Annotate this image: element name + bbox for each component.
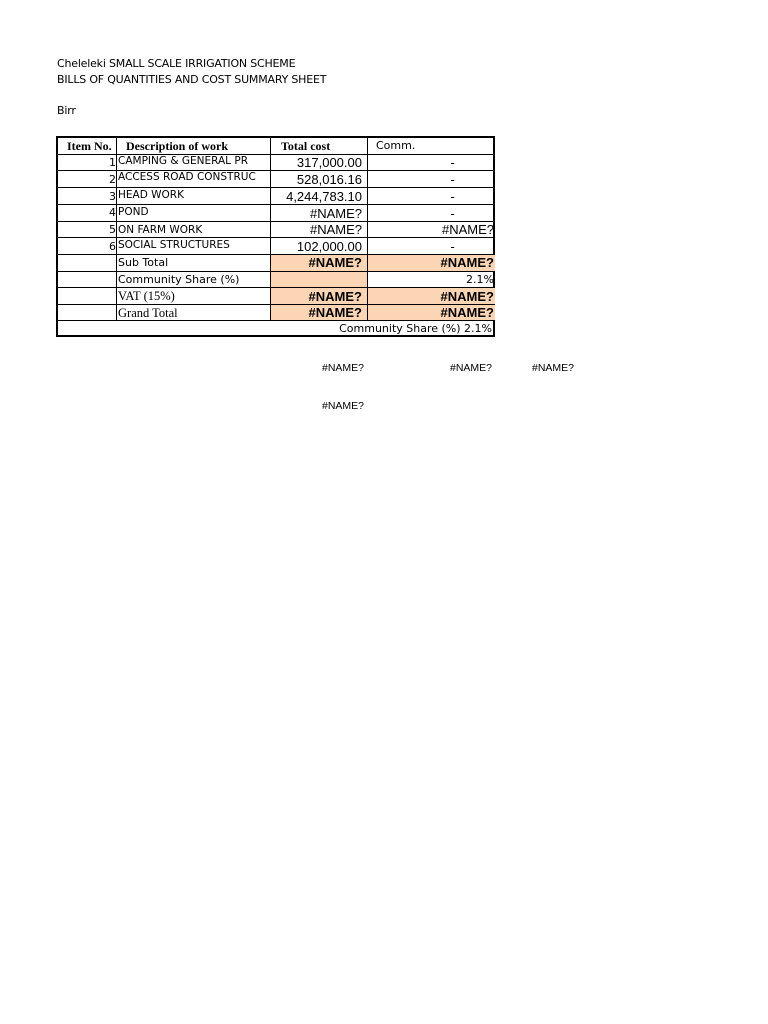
community-share-label: Community Share (%) — [117, 272, 271, 287]
footer-note-row — [58, 321, 493, 337]
item-no-cell — [58, 305, 117, 320]
total-cost-cell: 317,000.00 — [271, 155, 368, 170]
community-share-comm: 2.1% — [466, 273, 494, 286]
table-row — [58, 155, 493, 171]
col-header-description: Description of work — [117, 138, 271, 154]
description-cell: POND — [117, 205, 271, 221]
subtotal-comm: #NAME? — [368, 255, 495, 271]
table-row — [58, 205, 493, 222]
loose-cell: #NAME? — [322, 400, 365, 412]
col-header-comm: Comm. — [376, 139, 416, 152]
grand-total-label: Grand Total — [117, 305, 271, 320]
vat-comm: #NAME? — [368, 288, 495, 304]
description-cell: SOCIAL STRUCTURES — [117, 238, 271, 254]
item-no-cell: 3 — [58, 188, 117, 204]
col-header-item-no: Item No. — [58, 138, 117, 154]
grand-total-cost: #NAME? — [271, 305, 368, 320]
sheet-subtitle: BILLS OF QUANTITIES AND COST SUMMARY SHEET — [57, 73, 327, 86]
total-cost-cell: #NAME? — [271, 205, 368, 221]
total-cost-cell: 102,000.00 — [271, 238, 368, 254]
table-row — [58, 171, 493, 188]
item-no-cell: 2 — [58, 171, 117, 187]
description-cell: HEAD WORK — [117, 188, 271, 204]
currency-label: Birr — [57, 104, 76, 117]
item-no-cell: 4 — [58, 205, 117, 221]
subtotal-row — [58, 255, 493, 272]
table-row — [58, 222, 493, 238]
item-no-cell — [58, 288, 117, 304]
total-cost-cell: 528,016.16 — [271, 171, 368, 187]
footer-note: Community Share (%) 2.1% — [339, 322, 492, 335]
vat-row — [58, 288, 493, 305]
vat-label: VAT (15%) — [117, 288, 271, 304]
table-header-row — [58, 138, 493, 155]
comm-cell: - — [450, 172, 455, 187]
subtotal-cost: #NAME? — [271, 255, 368, 271]
loose-cell: #NAME? — [322, 362, 365, 374]
loose-cell: #NAME? — [450, 362, 493, 374]
table-row — [58, 188, 493, 205]
col-header-total-cost: Total cost — [271, 138, 368, 154]
comm-cell: - — [450, 206, 455, 221]
vat-cost: #NAME? — [271, 288, 368, 304]
description-cell: ON FARM WORK — [117, 222, 271, 237]
total-cost-cell: 4,244,783.10 — [271, 188, 368, 204]
grand-total-row — [58, 305, 493, 321]
subtotal-label: Sub Total — [117, 255, 271, 271]
community-share-cost — [271, 272, 368, 287]
table-row — [58, 238, 493, 255]
community-share-row — [58, 272, 493, 288]
item-no-cell — [58, 272, 117, 287]
item-no-cell — [58, 255, 117, 271]
item-no-cell: 5 — [58, 222, 117, 237]
sheet-title: Cheleleki SMALL SCALE IRRIGATION SCHEME — [57, 57, 296, 70]
comm-cell: - — [450, 155, 455, 170]
comm-cell: - — [450, 239, 455, 254]
description-cell: CAMPING & GENERAL PR — [117, 155, 271, 170]
grand-total-comm: #NAME? — [368, 305, 495, 320]
comm-cell: - — [450, 189, 455, 204]
item-no-cell: 6 — [58, 238, 117, 254]
loose-cell: #NAME? — [532, 362, 575, 374]
item-no-cell: 1 — [58, 155, 117, 170]
description-cell: ACCESS ROAD CONSTRUC — [117, 171, 271, 187]
comm-cell: #NAME? — [441, 222, 494, 237]
cost-summary-table — [56, 136, 495, 337]
total-cost-cell: #NAME? — [271, 222, 368, 237]
